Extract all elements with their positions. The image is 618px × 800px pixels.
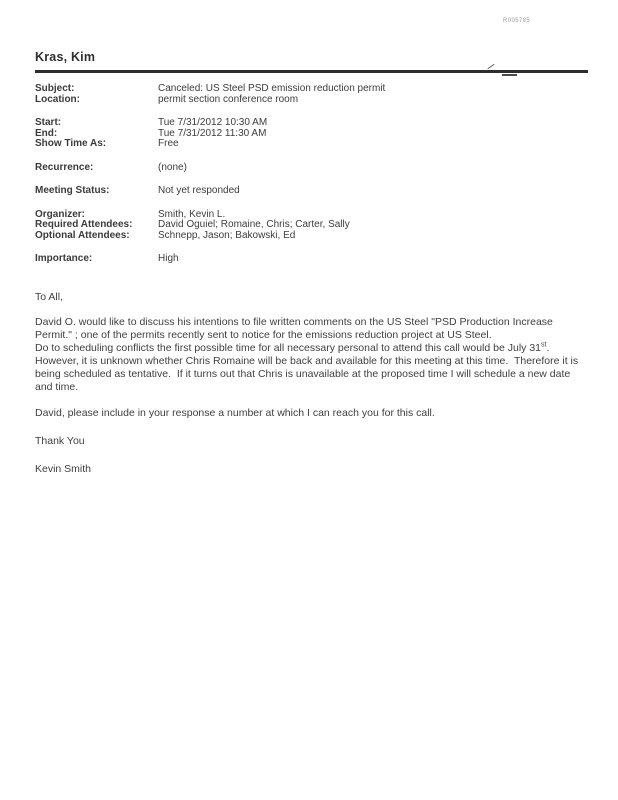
field-value: Free — [158, 138, 179, 149]
pen-mark-icon — [487, 64, 494, 69]
field-value: permit section conference room — [158, 93, 299, 105]
stamp-number: R005785 — [503, 18, 531, 24]
field-row-meeting-status — [35, 186, 588, 197]
field-row-end — [35, 129, 588, 140]
field-value: Not yet responded — [158, 185, 240, 196]
field-label: Optional Attendees: — [35, 229, 130, 241]
pen-mark-icon — [502, 74, 517, 76]
paragraph-text: . — [546, 341, 550, 354]
closing-line: Thank You — [35, 434, 85, 447]
field-value: (none) — [158, 161, 187, 173]
field-label: End: — [35, 127, 58, 139]
scan-artifact — [487, 58, 527, 66]
field-value: David Oguiel; Romaine, Chris; Carter, Sally — [158, 219, 350, 230]
meeting-fields — [35, 84, 588, 265]
field-row-importance — [35, 254, 588, 265]
message-body — [35, 291, 588, 476]
field-label: Subject: — [35, 83, 75, 94]
body-paragraph-2 — [35, 342, 588, 355]
field-value: Tue 7/31/2012 11:30 AM — [158, 127, 267, 139]
header-rule — [35, 70, 588, 73]
field-label: Location: — [35, 93, 80, 105]
field-value: Tue 7/31/2012 10:30 AM — [158, 117, 268, 128]
page-title: Kras, Kim — [35, 50, 96, 64]
field-value: Schnepp, Jason; Bakowski, Ed — [158, 229, 296, 241]
body-paragraph-3: However, it is unknown whether Chris Romaine will be back and available for this meeting at this time. Therefore it is being scheduled as tentative. If it turns out that Chris is unavailable at the proposed time I will schedule a new date and time. — [35, 354, 582, 393]
field-label: Recurrence: — [35, 161, 94, 173]
field-label: Meeting Status: — [35, 185, 110, 196]
body-paragraph-4: David, please include in your response a number at which I can reach you for this call. — [35, 406, 435, 419]
ordinal-superscript: st — [541, 341, 547, 348]
field-row-start — [35, 118, 588, 129]
field-row-recurrence — [35, 163, 588, 174]
field-value: Smith, Kevin L. — [158, 208, 226, 220]
field-label: Importance: — [35, 253, 93, 264]
signature-line: Kevin Smith — [35, 462, 92, 475]
field-row-location — [35, 95, 588, 106]
paragraph-text: Do to scheduling conflicts the first possible time for all necessary personal to attend this call would be July 31 — [35, 341, 542, 354]
field-label: Organizer: — [35, 208, 86, 220]
greeting: To All, — [35, 290, 64, 303]
field-row-optional-attendees — [35, 231, 588, 242]
body-paragraph-1: David O. would like to discuss his intentions to file written comments on the US Steel "PSD Production Increase Permit." ; one of the permits recently sent to notice for the emissions reduction project at US Steel. — [35, 315, 556, 341]
field-value: High — [158, 253, 179, 264]
field-row-show-time-as — [35, 139, 588, 150]
field-label: Show Time As: — [35, 138, 107, 149]
field-row-subject — [35, 84, 588, 95]
field-value: Canceled: US Steel PSD emission reduction permit — [158, 83, 386, 94]
field-label: Required Attendees: — [35, 219, 133, 230]
field-row-required-attendees — [35, 220, 588, 231]
field-label: Start: — [35, 117, 62, 128]
